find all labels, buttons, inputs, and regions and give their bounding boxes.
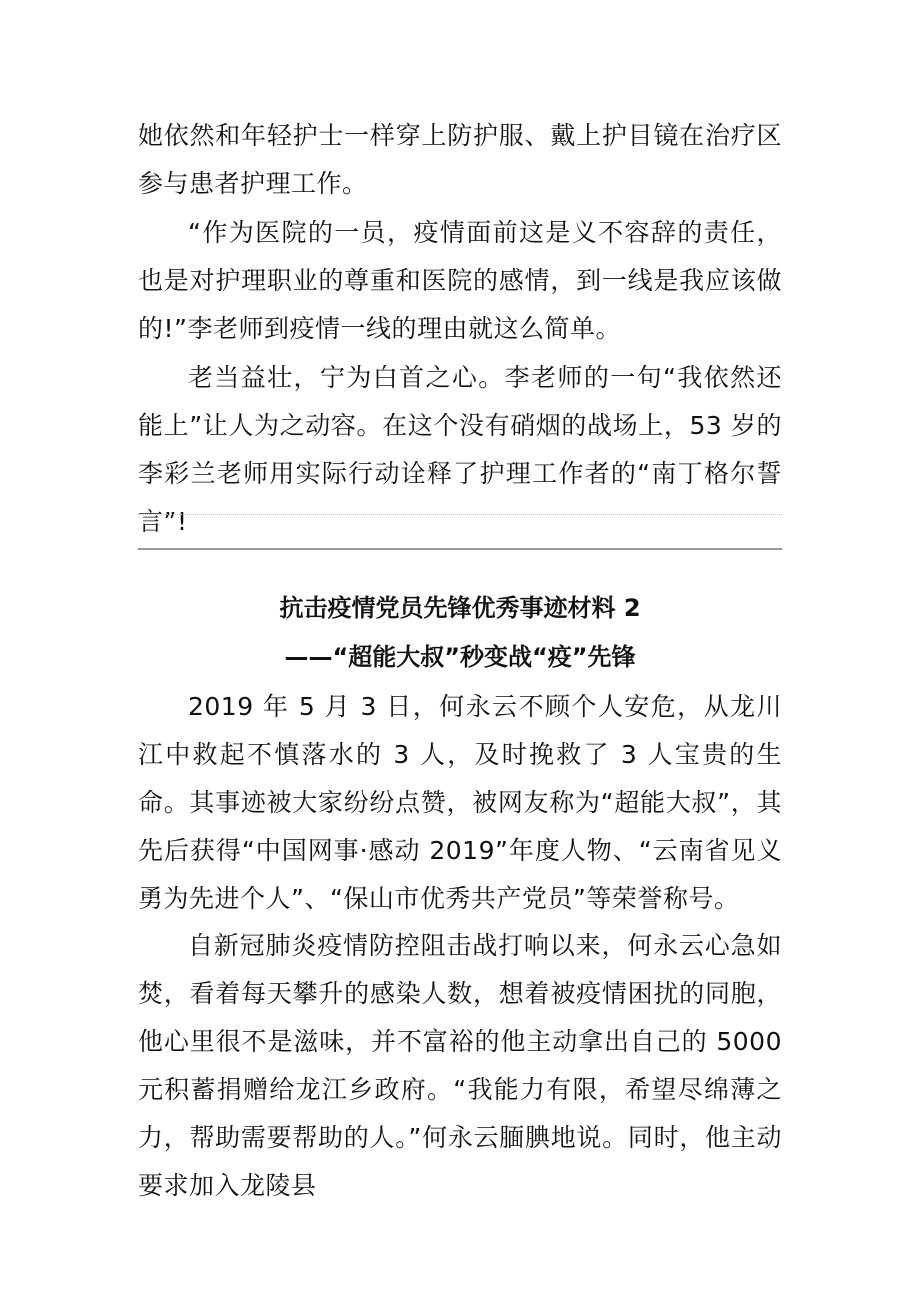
paragraph: 老当益壮，宁为白首之心。李老师的一句“我依然还能上”让人为之动容。在这个没有硝烟的战场上，53 岁的李彩兰老师用实际行动诠释了护理工作者的“南丁格尔誓言”! — [138, 363, 782, 536]
section-subtitle: ——“超能大叔”秒变战“疫”先锋 — [284, 643, 636, 671]
paragraph: 2019 年 5 月 3 日，何永云不顾个人安危，从龙川江中救起不慎落水的 3 人，及时挽救了 3 人宝贵的生命。其事迹被大家纷纷点赞，被网友称为“超能大叔”，其先后获得“中国网事·感动 2019”年度人物、“云南省见义勇为先进个人”、“保山市优秀共产党员”等荣誉称号。 — [138, 692, 782, 913]
paragraph: 她依然和年轻护士一样穿上防护服、戴上护目镜在治疗区参与患者护理工作。 — [138, 121, 782, 198]
section-title: 抗击疫情党员先锋优秀事迹材料 2 — [279, 594, 641, 622]
paragraph: 自新冠肺炎疫情防控阻击战打响以来，何永云心急如焚，看着每天攀升的感染人数，想着被疫情困扰的同胞，他心里很不是滋味，并不富裕的他主动拿出自己的 5000 元积蓄捐赠给龙江乡政府。“我能力有限，希望尽绵薄之力，帮助需要帮助的人。”何永云腼腆地说。同时，他主动要求加入龙陵县 — [138, 931, 782, 1200]
section-divider — [138, 548, 782, 550]
dotted-divider — [138, 514, 782, 515]
quote-paragraph: “作为医院的一员，疫情面前这是义不容辞的责任，也是对护理职业的尊重和医院的感情，到一线是我应该做的!”李老师到疫情一线的理由就这么简单。 — [138, 218, 782, 343]
